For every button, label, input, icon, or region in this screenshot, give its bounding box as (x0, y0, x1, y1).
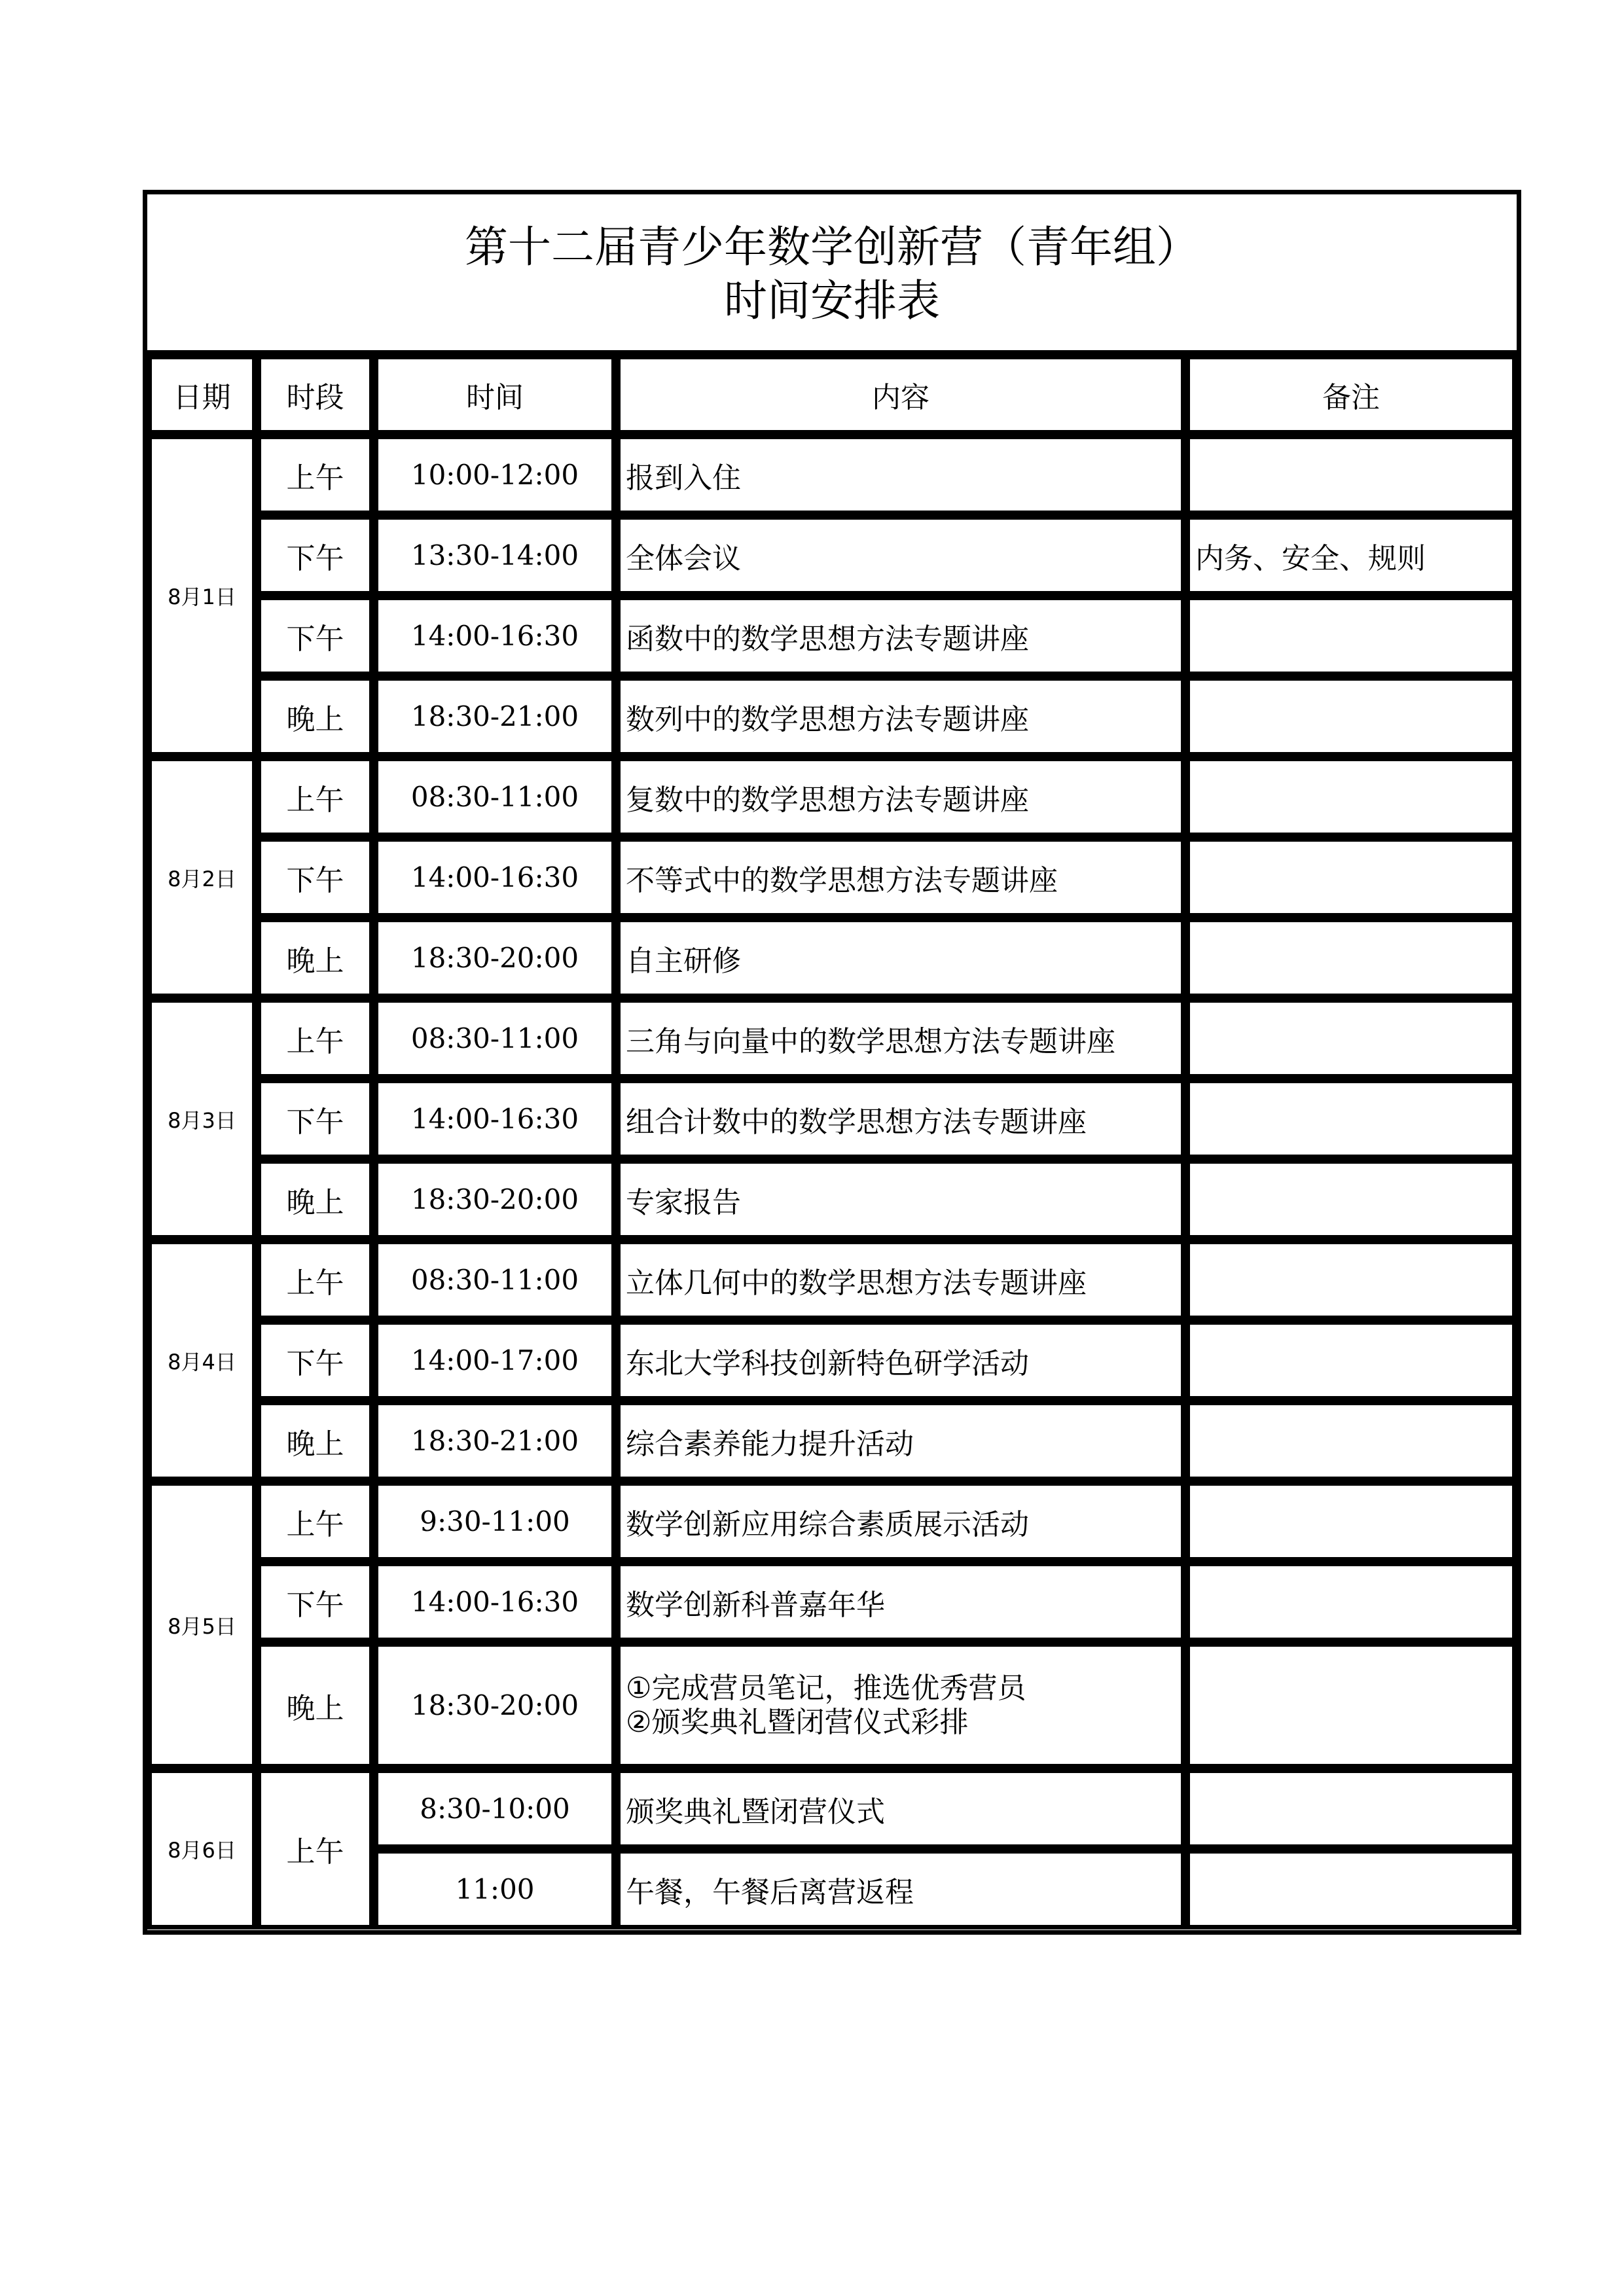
date-cell: 8月3日 (147, 998, 257, 1240)
time-cell: 13:30-14:00 (374, 515, 616, 596)
content-cell: 立体几何中的数学思想方法专题讲座 (616, 1240, 1185, 1320)
content-cell: 数学创新应用综合素质展示活动 (616, 1481, 1185, 1562)
note-cell (1185, 757, 1517, 837)
schedule-sheet (143, 190, 1521, 1935)
header-content: 内容 (616, 355, 1185, 435)
table-row (147, 1240, 1517, 1320)
header-row (147, 355, 1517, 435)
table-row (147, 837, 1517, 918)
note-cell (1185, 1320, 1517, 1401)
period-cell: 上午 (257, 1768, 374, 1929)
header-time: 时间 (374, 355, 616, 435)
note-cell (1185, 1849, 1517, 1929)
table-row (147, 1642, 1517, 1768)
content-cell: 专家报告 (616, 1159, 1185, 1240)
content-cell: 不等式中的数学思想方法专题讲座 (616, 837, 1185, 918)
schedule-table (147, 355, 1517, 1929)
content-cell: 函数中的数学思想方法专题讲座 (616, 596, 1185, 676)
header-date: 日期 (147, 355, 257, 435)
table-row (147, 435, 1517, 515)
content-cell: 午餐，午餐后离营返程 (616, 1849, 1185, 1929)
table-row (147, 1401, 1517, 1481)
content-cell: 数学创新科普嘉年华 (616, 1562, 1185, 1642)
period-cell: 下午 (257, 515, 374, 596)
note-cell (1185, 1079, 1517, 1159)
note-cell (1185, 1240, 1517, 1320)
note-cell (1185, 1768, 1517, 1849)
table-row (147, 998, 1517, 1079)
note-cell: 内务、安全、规则 (1185, 515, 1517, 596)
time-cell: 18:30-21:00 (374, 1401, 616, 1481)
time-cell: 14:00-16:30 (374, 837, 616, 918)
time-cell: 14:00-16:30 (374, 1079, 616, 1159)
note-cell (1185, 918, 1517, 998)
time-cell: 14:00-16:30 (374, 596, 616, 676)
date-cell: 8月1日 (147, 435, 257, 757)
content-cell: 组合计数中的数学思想方法专题讲座 (616, 1079, 1185, 1159)
period-cell: 晚上 (257, 676, 374, 757)
time-cell: 14:00-17:00 (374, 1320, 616, 1401)
time-cell: 18:30-20:00 (374, 918, 616, 998)
content-cell: 自主研修 (616, 918, 1185, 998)
time-cell: 10:00-12:00 (374, 435, 616, 515)
period-cell: 上午 (257, 1240, 374, 1320)
note-cell (1185, 435, 1517, 515)
table-row (147, 1481, 1517, 1562)
period-cell: 下午 (257, 1320, 374, 1401)
date-cell: 8月2日 (147, 757, 257, 998)
time-cell: 9:30-11:00 (374, 1481, 616, 1562)
time-cell: 18:30-20:00 (374, 1642, 616, 1768)
note-cell (1185, 837, 1517, 918)
time-cell: 11:00 (374, 1849, 616, 1929)
table-row (147, 1079, 1517, 1159)
content-cell: 数列中的数学思想方法专题讲座 (616, 676, 1185, 757)
content-cell: 报到入住 (616, 435, 1185, 515)
table-row (147, 596, 1517, 676)
note-cell (1185, 1159, 1517, 1240)
note-cell (1185, 596, 1517, 676)
title-box (147, 194, 1517, 355)
content-cell: 颁奖典礼暨闭营仪式 (616, 1768, 1185, 1849)
table-row (147, 1159, 1517, 1240)
period-cell: 上午 (257, 998, 374, 1079)
table-row (147, 1768, 1517, 1849)
content-line: ①完成营员笔记，推选优秀营员 (626, 1671, 1026, 1705)
period-cell: 下午 (257, 1562, 374, 1642)
content-cell: 东北大学科技创新特色研学活动 (616, 1320, 1185, 1401)
content-cell: 三角与向量中的数学思想方法专题讲座 (616, 998, 1185, 1079)
content-line: ②颁奖典礼暨闭营仪式彩排 (626, 1705, 969, 1739)
page-subtitle: 时间安排表 (724, 276, 940, 326)
time-cell: 8:30-10:00 (374, 1768, 616, 1849)
date-cell: 8月6日 (147, 1768, 257, 1929)
time-cell: 08:30-11:00 (374, 757, 616, 837)
content-cell (616, 1642, 1185, 1768)
period-cell: 下午 (257, 837, 374, 918)
period-cell: 晚上 (257, 918, 374, 998)
note-cell (1185, 1401, 1517, 1481)
header-period: 时段 (257, 355, 374, 435)
time-cell: 08:30-11:00 (374, 1240, 616, 1320)
period-cell: 晚上 (257, 1642, 374, 1768)
content-cell: 全体会议 (616, 515, 1185, 596)
table-row (147, 1562, 1517, 1642)
note-cell (1185, 1562, 1517, 1642)
period-cell: 上午 (257, 757, 374, 837)
period-cell: 下午 (257, 596, 374, 676)
table-row (147, 1320, 1517, 1401)
note-cell (1185, 676, 1517, 757)
date-cell: 8月4日 (147, 1240, 257, 1481)
table-row (147, 757, 1517, 837)
time-cell: 08:30-11:00 (374, 998, 616, 1079)
time-cell: 18:30-20:00 (374, 1159, 616, 1240)
table-row (147, 676, 1517, 757)
period-cell: 晚上 (257, 1159, 374, 1240)
note-cell (1185, 1642, 1517, 1768)
table-row (147, 918, 1517, 998)
period-cell: 下午 (257, 1079, 374, 1159)
content-cell: 复数中的数学思想方法专题讲座 (616, 757, 1185, 837)
date-cell: 8月5日 (147, 1481, 257, 1768)
note-cell (1185, 1481, 1517, 1562)
period-cell: 上午 (257, 435, 374, 515)
time-cell: 14:00-16:30 (374, 1562, 616, 1642)
period-cell: 上午 (257, 1481, 374, 1562)
period-cell: 晚上 (257, 1401, 374, 1481)
header-note: 备注 (1185, 355, 1517, 435)
time-cell: 18:30-21:00 (374, 676, 616, 757)
table-row (147, 515, 1517, 596)
content-cell: 综合素养能力提升活动 (616, 1401, 1185, 1481)
page-title: 第十二届青少年数学创新营（青年组） (465, 222, 1199, 272)
note-cell (1185, 998, 1517, 1079)
